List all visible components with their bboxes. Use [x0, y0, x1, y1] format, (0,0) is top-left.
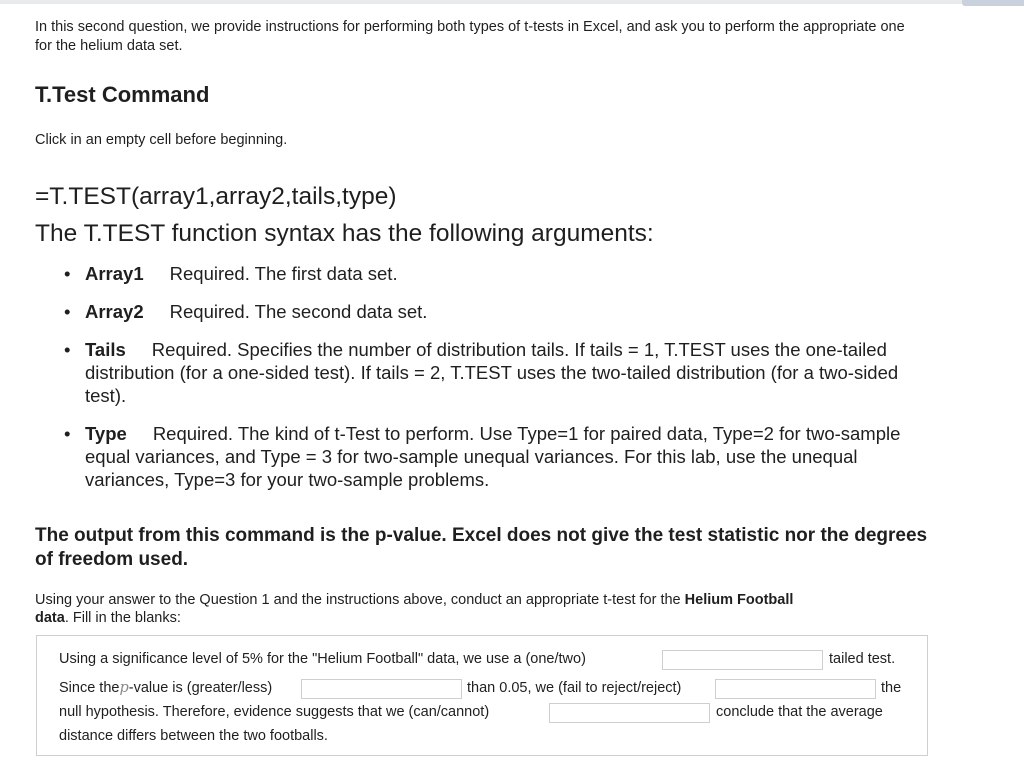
fill-line-4: distance differs between the two footballs.: [59, 728, 328, 744]
instructions-suffix: . Fill in the blanks:: [64, 610, 181, 626]
output-note: The output from this command is the p-value. Excel does not give the test statistic nor the degrees of freedom used.: [35, 525, 928, 570]
argument-desc: Required. The kind of t-Test to perform. Use Type=1 for paired data, Type=2 for two-sample equal variances, and Type = 3 for two-sample unequal variances. For this lab, use the unequal variances, Type=3 for your two-sample problems.: [85, 423, 901, 490]
blank-one-two[interactable]: [662, 650, 823, 670]
fill-in-blanks-box: [36, 635, 928, 756]
arguments-list: [35, 262, 935, 491]
intro-text: In this second question, we provide instructions for performing both types of t-tests in Excel, and ask you to perform the appropriate one for the helium data set.: [35, 19, 905, 54]
argument-desc: Required. Specifies the number of distribution tails. If tails = 1, T.TEST uses the one-tailed distribution (for a one-sided test). If tails = 2, T.TEST uses the two-tailed distribution (for a two-sided test).: [85, 339, 899, 406]
fill-line-2-mid: than 0.05, we (fail to reject/reject): [467, 680, 682, 696]
blank-reject[interactable]: [715, 679, 876, 699]
p-value-text: -value is (greater/less): [128, 680, 273, 696]
instructions-bold-helium: Helium Football: [684, 592, 794, 608]
blank-greater-less[interactable]: [301, 679, 462, 699]
function-syntax: =T.TEST(array1,array2,tails,type): [35, 183, 397, 210]
argument-name: Array2: [85, 301, 144, 322]
argument-name: Tails: [85, 339, 126, 360]
arguments-intro: The T.TEST function syntax has the following arguments:: [35, 220, 654, 247]
argument-name: Type: [85, 423, 127, 444]
instructions-text: [35, 591, 915, 627]
argument-item: [35, 422, 935, 491]
fill-line-1: Using a significance level of 5% for the "Helium Football" data, we use a (one/two): [59, 651, 586, 667]
argument-name: Array1: [85, 263, 144, 284]
argument-desc: Required. The first data set.: [169, 263, 398, 284]
fill-line-2: [59, 680, 272, 696]
since-text: Since the: [59, 680, 120, 696]
fill-line-3-after: conclude that the average: [716, 704, 883, 720]
p-variable: p: [119, 680, 129, 696]
fill-line-2-after: the: [881, 680, 902, 696]
argument-item: [35, 338, 935, 407]
instructions-prefix: Using your answer to the Question 1 and the instructions above, conduct an appropriate t-test for the: [35, 592, 685, 608]
argument-item: [35, 300, 935, 323]
fill-line-3: null hypothesis. Therefore, evidence suggests that we (can/cannot): [59, 704, 490, 720]
section-heading: T.Test Command: [35, 82, 210, 107]
click-note: Click in an empty cell before beginning.: [35, 132, 288, 148]
top-bar: [0, 0, 1024, 4]
argument-item: [35, 262, 935, 285]
fill-line-1-after: tailed test.: [829, 651, 896, 667]
corner-tab: [962, 0, 1024, 6]
instructions-bold-data: data: [35, 610, 65, 626]
argument-desc: Required. The second data set.: [169, 301, 428, 322]
blank-can-cannot[interactable]: [549, 703, 710, 723]
